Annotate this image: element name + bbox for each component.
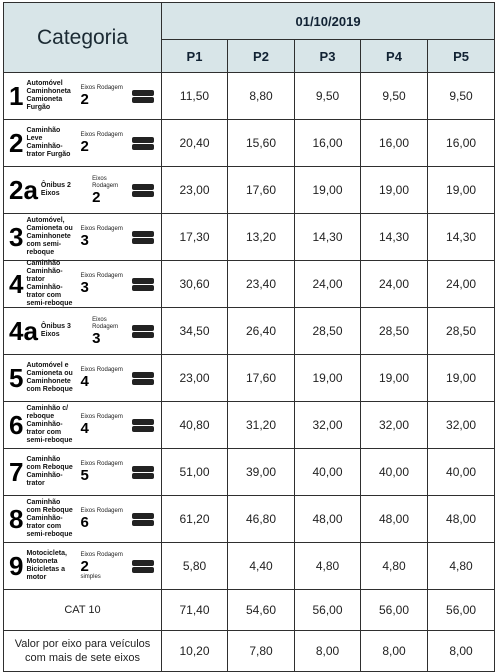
price-p5: 14,30 <box>428 214 495 261</box>
axle-info <box>80 508 122 530</box>
table-row-cat10 <box>4 590 495 631</box>
category-cell <box>4 214 162 261</box>
category-cell <box>4 543 162 590</box>
axle-info <box>92 317 132 346</box>
price-p2: 13,20 <box>228 214 295 261</box>
extra-p4: 8,00 <box>361 631 428 672</box>
vehicle-icon <box>132 231 154 244</box>
vehicle-icon <box>132 184 154 197</box>
price-p1: 23,00 <box>162 167 228 214</box>
axle-label: Eixos Rodagem <box>80 85 123 91</box>
category-cell <box>4 402 162 449</box>
price-p5: 16,00 <box>428 120 495 167</box>
price-p4: 4,80 <box>361 543 428 590</box>
axle-count: 5 <box>80 467 89 484</box>
price-p1: 5,80 <box>162 543 228 590</box>
category-badge <box>9 499 156 538</box>
extra-p5: 8,00 <box>428 631 495 672</box>
category-number: 4 <box>9 269 24 299</box>
price-p5: 40,00 <box>428 449 495 496</box>
category-cell <box>4 308 162 355</box>
price-p2: 17,60 <box>228 167 295 214</box>
table-row <box>4 120 495 167</box>
price-p2: 15,60 <box>228 120 295 167</box>
price-p5: 19,00 <box>428 167 495 214</box>
category-description: Caminhão com Reboque Caminhão-trator <box>26 456 73 487</box>
axle-label: Eixos Rodagem <box>80 461 123 467</box>
category-number: 4a <box>9 316 38 346</box>
price-p1: 51,00 <box>162 449 228 496</box>
category-badge <box>9 217 156 256</box>
price-p4: 28,50 <box>361 308 428 355</box>
axle-info <box>92 176 132 205</box>
vehicle-icon <box>132 137 154 150</box>
price-p2: 31,20 <box>228 402 295 449</box>
vehicle-icon <box>132 325 154 338</box>
vehicle-icon <box>132 278 154 291</box>
price-p3: 19,00 <box>295 355 361 402</box>
price-p2: 17,60 <box>228 355 295 402</box>
vehicle-icon <box>132 90 154 103</box>
price-p3: 19,00 <box>295 167 361 214</box>
cat10-label: CAT 10 <box>4 590 162 631</box>
price-p4: 16,00 <box>361 120 428 167</box>
axle-count: 6 <box>80 514 89 531</box>
table-row <box>4 496 495 543</box>
axle-count: 2 <box>80 91 89 108</box>
price-p5: 9,50 <box>428 73 495 120</box>
axle-info <box>80 414 122 436</box>
price-p1: 20,40 <box>162 120 228 167</box>
axle-count: 2 <box>92 188 101 206</box>
price-p1: 34,50 <box>162 308 228 355</box>
price-p4: 19,00 <box>361 355 428 402</box>
price-p3: 14,30 <box>295 214 361 261</box>
category-badge <box>9 362 156 394</box>
vehicle-icon <box>132 466 154 479</box>
price-p5: 28,50 <box>428 308 495 355</box>
category-number: 2 <box>9 128 24 158</box>
category-header: Categoria <box>4 3 162 73</box>
axle-count: 3 <box>80 232 89 249</box>
vehicle-icon <box>132 419 154 432</box>
cat10-p2: 54,60 <box>228 590 295 631</box>
price-p3: 48,00 <box>295 496 361 543</box>
category-cell <box>4 355 162 402</box>
price-p2: 39,00 <box>228 449 295 496</box>
price-p5: 32,00 <box>428 402 495 449</box>
price-p4: 14,30 <box>361 214 428 261</box>
axle-count: 4 <box>80 373 89 390</box>
category-cell <box>4 496 162 543</box>
axle-count: 3 <box>80 279 89 296</box>
price-p5: 48,00 <box>428 496 495 543</box>
price-p1: 30,60 <box>162 261 228 308</box>
axle-label: Eixos Rodagem <box>80 508 123 514</box>
cat10-p5: 56,00 <box>428 590 495 631</box>
table-row <box>4 214 495 261</box>
price-p5: 4,80 <box>428 543 495 590</box>
axle-info <box>80 226 122 248</box>
extra-axle-label: Valor por eixo para veículos com mais de sete eixos <box>4 631 162 672</box>
category-cell <box>4 120 162 167</box>
price-p3: 40,00 <box>295 449 361 496</box>
category-number: 1 <box>9 81 24 111</box>
category-cell <box>4 73 162 120</box>
category-description: Ônibus 2 Eixos <box>40 182 71 197</box>
axle-label: Eixos Rodagem <box>92 175 119 189</box>
category-badge <box>9 127 156 159</box>
vehicle-icon <box>132 372 154 385</box>
extra-p1: 10,20 <box>162 631 228 672</box>
table-row-extra-axle <box>4 631 495 672</box>
cat10-p3: 56,00 <box>295 590 361 631</box>
col-header-p1: P1 <box>162 40 228 73</box>
extra-p3: 8,00 <box>295 631 361 672</box>
category-badge <box>9 550 156 582</box>
category-description: Caminhão Leve Caminhão-trator Furgão <box>26 127 71 158</box>
price-p2: 46,80 <box>228 496 295 543</box>
price-p2: 23,40 <box>228 261 295 308</box>
category-description: Motocicleta, Motoneta Bicicletas a motor <box>26 550 67 581</box>
table-row <box>4 355 495 402</box>
category-description: Caminhão c/ reboque Caminhão-trator com semi-reboque <box>26 405 73 444</box>
axle-info <box>80 552 122 581</box>
category-badge <box>9 174 156 206</box>
axle-label: Eixos Rodagem <box>80 226 123 232</box>
axle-label: Eixos Rodagem <box>80 414 123 420</box>
price-p3: 32,00 <box>295 402 361 449</box>
price-p4: 48,00 <box>361 496 428 543</box>
table-row <box>4 449 495 496</box>
price-p4: 9,50 <box>361 73 428 120</box>
axle-info <box>80 132 122 154</box>
price-p1: 11,50 <box>162 73 228 120</box>
price-p2: 8,80 <box>228 73 295 120</box>
category-badge <box>9 405 156 444</box>
table-row <box>4 402 495 449</box>
category-cell <box>4 261 162 308</box>
category-badge <box>9 80 156 112</box>
category-number: 2a <box>9 175 38 205</box>
axle-info <box>80 461 122 483</box>
category-number: 7 <box>9 457 24 487</box>
axle-note: simples <box>80 573 101 580</box>
axle-count: 3 <box>92 329 101 347</box>
axle-count: 2 <box>80 557 89 575</box>
category-number: 6 <box>9 410 24 440</box>
category-description: Caminhão Caminhão-trator Caminhão-trator com semi-reboque <box>26 260 73 307</box>
price-p3: 9,50 <box>295 73 361 120</box>
category-description: Automóvel, Camioneta ou Caminhonete com semi-reboque <box>26 217 73 256</box>
axle-info <box>80 367 122 389</box>
category-badge <box>9 260 156 307</box>
price-p4: 24,00 <box>361 261 428 308</box>
col-header-p4: P4 <box>361 40 428 73</box>
price-p3: 28,50 <box>295 308 361 355</box>
axle-label: Eixos Rodagem <box>80 273 123 279</box>
category-description: Caminhão com Reboque Caminhão-trator com semi-reboque <box>26 499 73 538</box>
price-p5: 19,00 <box>428 355 495 402</box>
axle-info <box>80 85 122 107</box>
col-header-p2: P2 <box>228 40 295 73</box>
category-badge <box>9 315 156 347</box>
table-row <box>4 308 495 355</box>
cat10-p1: 71,40 <box>162 590 228 631</box>
vehicle-icon <box>132 560 154 573</box>
table-row <box>4 167 495 214</box>
vehicle-icon <box>132 513 154 526</box>
category-cell <box>4 167 162 214</box>
category-description: Ônibus 3 Eixos <box>40 323 71 338</box>
price-p2: 4,40 <box>228 543 295 590</box>
price-p4: 32,00 <box>361 402 428 449</box>
price-p4: 19,00 <box>361 167 428 214</box>
price-p1: 61,20 <box>162 496 228 543</box>
price-p2: 26,40 <box>228 308 295 355</box>
axle-label: Eixos Rodagem <box>80 367 123 373</box>
col-header-p3: P3 <box>295 40 361 73</box>
axle-count: 4 <box>80 420 89 437</box>
category-number: 5 <box>9 363 24 393</box>
extra-p2: 7,80 <box>228 631 295 672</box>
price-p3: 4,80 <box>295 543 361 590</box>
price-p3: 16,00 <box>295 120 361 167</box>
axle-info <box>80 273 122 295</box>
category-description: Automóvel Caminhoneta Camioneta Furgão <box>26 80 71 111</box>
price-p1: 40,80 <box>162 402 228 449</box>
category-number: 3 <box>9 222 24 252</box>
toll-table <box>3 2 495 672</box>
axle-label: Eixos Rodagem <box>80 551 123 558</box>
price-p1: 23,00 <box>162 355 228 402</box>
category-badge <box>9 456 156 488</box>
axle-count: 2 <box>80 138 89 155</box>
table-row <box>4 73 495 120</box>
category-number: 9 <box>9 551 24 581</box>
category-number: 8 <box>9 504 24 534</box>
col-header-p5: P5 <box>428 40 495 73</box>
category-cell <box>4 449 162 496</box>
price-p5: 24,00 <box>428 261 495 308</box>
table-row <box>4 261 495 308</box>
axle-label: Eixos Rodagem <box>80 132 123 138</box>
category-description: Automóvel e Camioneta ou Caminhonete com Reboque <box>26 362 73 393</box>
date-header: 01/10/2019 <box>162 3 495 40</box>
table-row <box>4 543 495 590</box>
price-p4: 40,00 <box>361 449 428 496</box>
price-p3: 24,00 <box>295 261 361 308</box>
cat10-p4: 56,00 <box>361 590 428 631</box>
price-p1: 17,30 <box>162 214 228 261</box>
axle-label: Eixos Rodagem <box>92 316 119 330</box>
